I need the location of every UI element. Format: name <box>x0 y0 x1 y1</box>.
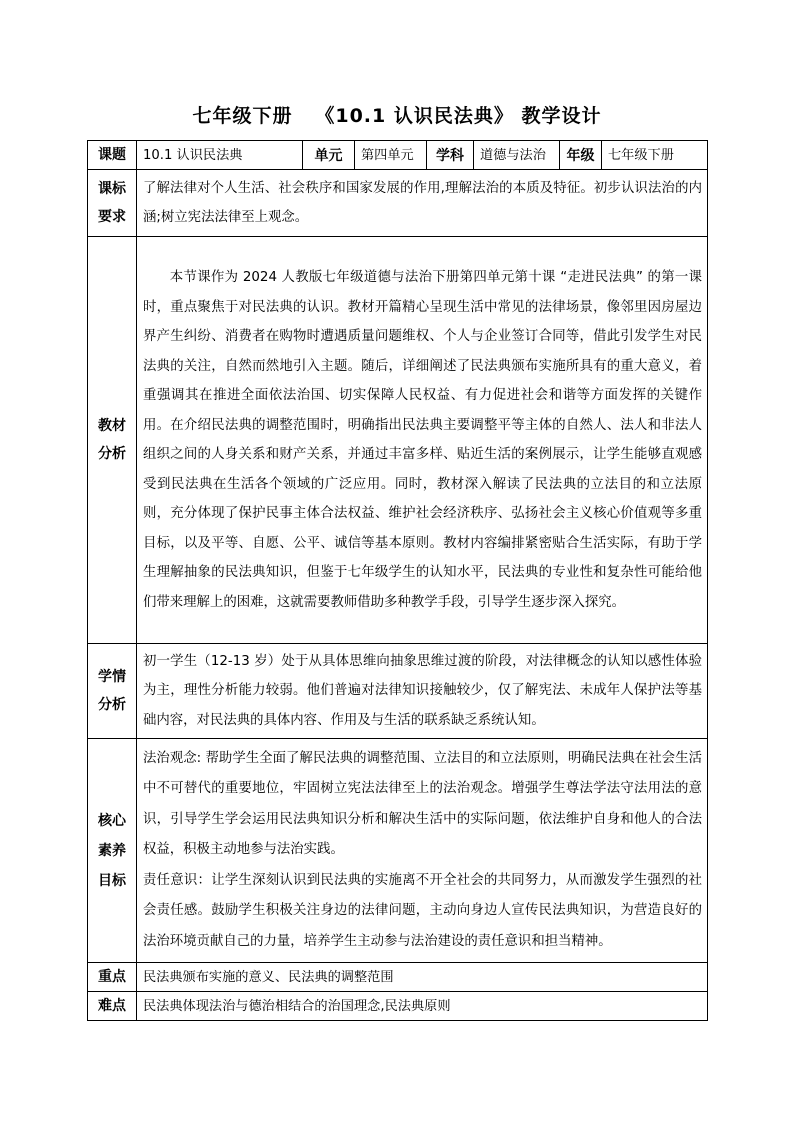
header-row <box>88 141 708 170</box>
students-label <box>88 644 137 739</box>
standards-text: 了解法律对个人生活、社会秩序和国家发展的作用,理解法治的本质及特征。初步认识法治的内涵;树立宪法法律至上观念。 <box>137 170 708 237</box>
students-text <box>137 644 708 739</box>
grade-label: 年级 <box>560 141 602 170</box>
standards-label <box>88 170 137 237</box>
literacy-text <box>137 739 708 963</box>
difficulty-row <box>88 992 708 1021</box>
material-label-line: 分析 <box>98 446 126 462</box>
literacy-label <box>88 739 137 963</box>
students-label-line: 分析 <box>98 697 126 713</box>
lesson-plan-table <box>87 140 708 1021</box>
key-point-text: 民法典颁布实施的意义、民法典的调整范围 <box>137 963 708 992</box>
material-text <box>137 237 708 644</box>
key-point-label: 重点 <box>88 963 137 992</box>
topic-value: 10.1 认识民法典 <box>137 141 303 170</box>
key-point-row <box>88 963 708 992</box>
standards-label-line: 要求 <box>98 209 126 225</box>
literacy-label-line: 目标 <box>98 872 126 889</box>
document-title: 七年级下册 《10.1 认识民法典》 教学设计 <box>192 105 602 127</box>
material-label-line: 教材 <box>98 418 126 434</box>
unit-value: 第四单元 <box>355 141 427 170</box>
subject-label: 学科 <box>427 141 474 170</box>
topic-label: 课题 <box>88 141 137 170</box>
material-paragraph: 本节课作为 2024 人教版七年级道德与法治下册第四单元第十课 “走进民法典” 的第一课时，重点聚焦于对民法典的认识。教材开篇精心呈现生活中常见的法律场景，像邻里因房屋边界产生纠纷、消费者在购物时遭遇质量问题维权、个人与企业签订合同等，借此引发学生对民法典的关注，自然而然地引入主题。随后，详细阐述了民法典颁布实施所具有的重大意义，着重强调其在推进全面依法治国、切实保障人民权益、有力促进社会和谐等方面发挥的关键作用。在介绍民法典的调整范围时，明确指出民法典主要调整平等主体的自然人、法人和非法人组织之间的人身关系和财产关系，并通过丰富多样、贴近生活的案例展示，让学生能够直观感受到民法典在生活各个领域的广泛应用。同时，教材深入解读了民法典的立法目的和立法原则，充分体现了保护民事主体合法权益、维护社会经济秩序、弘扬社会主义核心价值观等多重目标，以及平等、自愿、公平、诚信等基本原则。教材内容编排紧密贴合生活实际，有助于学生理解抽象的民法典知识，但鉴于七年级学生的认知水平，民法典的专业性和复杂性可能给他们带来理解上的困难，这就需要教师借助多种教学手段，引导学生逐步深入探究。 <box>143 270 702 610</box>
difficulty-text: 民法典体现法治与德治相结合的治国理念,民法典原则 <box>137 992 708 1021</box>
literacy-paragraph-1: 法治观念: 帮助学生全面了解民法典的调整范围、立法目的和立法原则，明确民法典在社会生活中不可替代的重要地位，牢固树立宪法法律至上的法治观念。增强学生尊法学法守法用法的意识，引导学生学会运用民法典知识分析和解决生活中的实际问题，依法维护自身和他人的合法权益，积极主动地参与法治实践。 <box>143 750 702 858</box>
students-row <box>88 644 708 739</box>
literacy-label-line: 素养 <box>98 842 126 859</box>
difficulty-label: 难点 <box>88 992 137 1021</box>
unit-label: 单元 <box>303 141 355 170</box>
grade-value: 七年级下册 <box>602 141 708 170</box>
material-label <box>88 237 137 644</box>
students-paragraph: 初一学生（12-13 岁）处于从具体思维向抽象思维过渡的阶段，对法律概念的认知以感性体验为主，理性分析能力较弱。他们普遍对法律知识接触较少，仅了解宪法、未成年人保护法等基础内容，对民法典的具体内容、作用及与生活的联系缺乏系统认知。 <box>143 653 702 728</box>
standards-row <box>88 170 708 237</box>
standards-label-line: 课标 <box>98 181 126 197</box>
literacy-row <box>88 739 708 963</box>
material-row <box>88 237 708 644</box>
literacy-label-line: 核心 <box>98 812 126 829</box>
literacy-paragraph-2: 责任意识：让学生深刻认识到民法典的实施离不开全社会的共同努力，从而激发学生强烈的社会责任感。鼓励学生积极关注身边的法律问题，主动向身边人宣传民法典知识，为营造良好的法治环境贡献自己的力量，培养学生主动参与法治建设的责任意识和担当精神。 <box>143 872 702 949</box>
students-label-line: 学情 <box>98 669 126 685</box>
subject-value: 道德与法治 <box>474 141 560 170</box>
